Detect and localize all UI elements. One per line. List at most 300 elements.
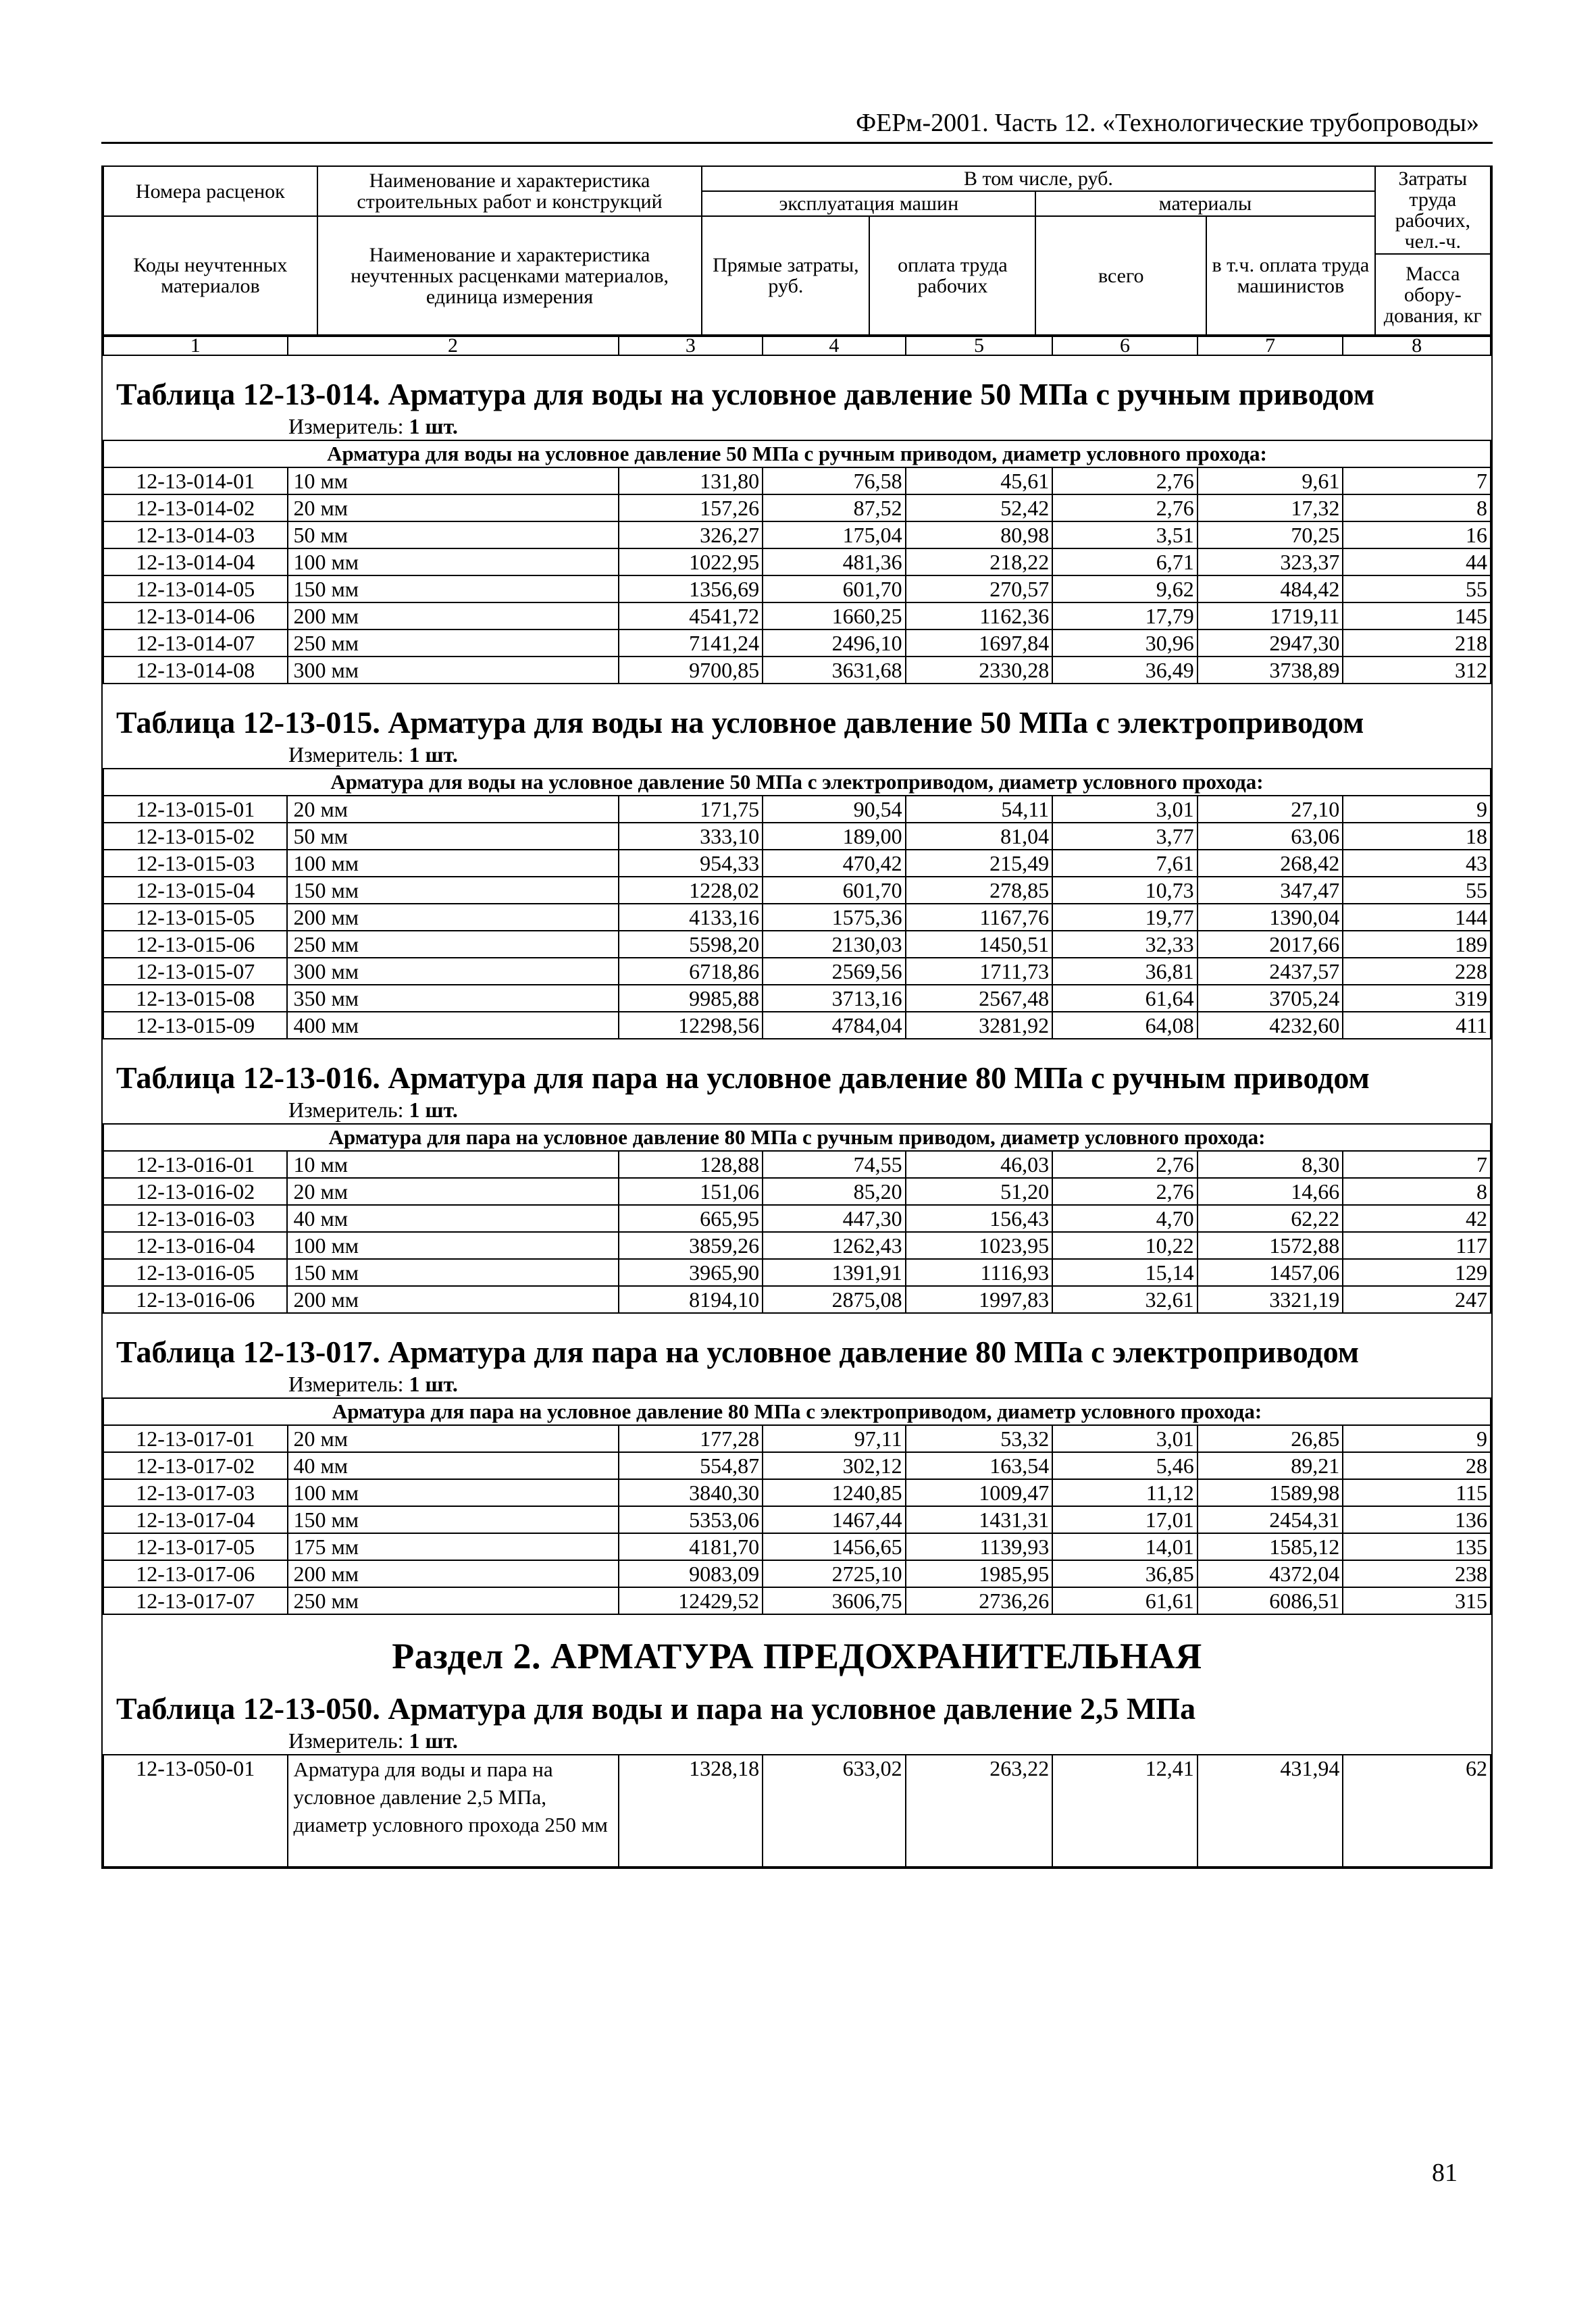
table-measure xyxy=(103,1096,1491,1123)
row-code: 12-13-017-02 xyxy=(103,1452,288,1479)
row-code: 12-13-014-02 xyxy=(103,494,288,521)
row-labor-hours: 8 xyxy=(1343,494,1491,521)
row-labor-pay: 1240,85 xyxy=(763,1479,905,1506)
row-name: 20 мм xyxy=(287,796,618,823)
row-direct-cost: 326,27 xyxy=(619,521,763,548)
row-labor-pay: 4784,04 xyxy=(763,1012,905,1039)
row-code: 12-13-015-09 xyxy=(103,1012,287,1039)
row-labor-hours: 115 xyxy=(1343,1479,1491,1506)
row-machines-total: 218,22 xyxy=(906,548,1053,575)
row-direct-cost: 1328,18 xyxy=(619,1755,763,1867)
row-machinist-pay: 19,77 xyxy=(1052,904,1198,931)
header-machines: эксплуатация машин xyxy=(702,191,1035,216)
row-direct-cost: 3840,30 xyxy=(619,1479,763,1506)
row-name: 250 мм xyxy=(288,629,619,657)
table-row xyxy=(103,1452,1491,1479)
column-number-5: 5 xyxy=(906,336,1053,355)
row-labor-pay: 2130,03 xyxy=(763,931,905,958)
row-code: 12-13-016-06 xyxy=(103,1286,287,1313)
row-labor-hours: 55 xyxy=(1343,575,1491,602)
row-name: 150 мм xyxy=(288,1506,619,1533)
measure-value: 1 шт. xyxy=(409,1728,458,1753)
measure-value: 1 шт. xyxy=(409,414,458,438)
header-col3: Прямые затраты, руб. xyxy=(702,216,869,335)
table-row xyxy=(103,467,1491,494)
row-machines-total: 80,98 xyxy=(906,521,1053,548)
row-name: 100 мм xyxy=(287,850,618,877)
row-code: 12-13-017-04 xyxy=(103,1506,288,1533)
row-materials: 9,61 xyxy=(1198,467,1343,494)
row-code: 12-13-017-06 xyxy=(103,1560,288,1587)
row-code: 12-13-016-01 xyxy=(103,1151,287,1178)
row-materials: 17,32 xyxy=(1198,494,1343,521)
row-direct-cost: 6718,86 xyxy=(619,958,763,985)
row-labor-hours: 218 xyxy=(1343,629,1491,657)
row-direct-cost: 7141,24 xyxy=(619,629,763,657)
header-rule xyxy=(101,142,1493,144)
table-row xyxy=(103,985,1491,1012)
header-col4: оплата труда рабочих xyxy=(869,216,1035,335)
row-name: 200 мм xyxy=(287,1286,618,1313)
row-labor-pay: 1660,25 xyxy=(763,602,905,629)
row-machinist-pay: 17,79 xyxy=(1052,602,1198,629)
row-name: 300 мм xyxy=(287,958,618,985)
row-machines-total: 51,20 xyxy=(906,1178,1053,1205)
row-direct-cost: 4541,72 xyxy=(619,602,763,629)
row-direct-cost: 9700,85 xyxy=(619,657,763,684)
row-machinist-pay: 30,96 xyxy=(1052,629,1198,657)
price-table xyxy=(103,1397,1491,1615)
column-number-7: 7 xyxy=(1198,336,1343,355)
row-machinist-pay: 32,33 xyxy=(1052,931,1198,958)
table-row xyxy=(103,657,1491,684)
column-number-2: 2 xyxy=(288,336,619,355)
row-machines-total: 2736,26 xyxy=(906,1587,1053,1614)
row-direct-cost: 157,26 xyxy=(619,494,763,521)
table-row xyxy=(103,1533,1491,1560)
row-labor-hours: 18 xyxy=(1343,823,1491,850)
row-code: 12-13-016-05 xyxy=(103,1259,287,1286)
row-code: 12-13-016-04 xyxy=(103,1232,287,1259)
row-code: 12-13-014-04 xyxy=(103,548,288,575)
table-measure xyxy=(103,1370,1491,1397)
row-labor-pay: 447,30 xyxy=(763,1205,905,1232)
row-machines-total: 54,11 xyxy=(906,796,1053,823)
row-labor-pay: 2875,08 xyxy=(763,1286,905,1313)
row-machinist-pay: 3,01 xyxy=(1052,796,1198,823)
measure-label: Измеритель: xyxy=(288,1098,404,1122)
row-machinist-pay: 12,41 xyxy=(1052,1755,1198,1867)
row-machinist-pay: 3,77 xyxy=(1052,823,1198,850)
row-labor-pay: 175,04 xyxy=(763,521,905,548)
measure-label: Измеритель: xyxy=(288,1728,404,1753)
price-table xyxy=(103,440,1491,684)
table-row xyxy=(103,1286,1491,1313)
row-labor-pay: 76,58 xyxy=(763,467,905,494)
table-row xyxy=(103,958,1491,985)
table-row xyxy=(103,494,1491,521)
table-row xyxy=(103,602,1491,629)
row-name: 20 мм xyxy=(288,494,619,521)
row-direct-cost: 12298,56 xyxy=(619,1012,763,1039)
row-labor-pay: 3606,75 xyxy=(763,1587,905,1614)
row-labor-hours: 144 xyxy=(1343,904,1491,931)
measure-value: 1 шт. xyxy=(409,742,458,767)
row-labor-pay: 90,54 xyxy=(763,796,905,823)
table-gap xyxy=(103,1314,1491,1334)
row-name: 50 мм xyxy=(288,521,619,548)
table-subheading: Арматура для пара на условное давление 80 МПа с ручным приводом, диаметр условного прохода: xyxy=(103,1124,1491,1151)
row-direct-cost: 3965,90 xyxy=(619,1259,763,1286)
row-materials: 8,30 xyxy=(1198,1151,1343,1178)
row-labor-pay: 74,55 xyxy=(763,1151,905,1178)
row-direct-cost: 954,33 xyxy=(619,850,763,877)
table-row xyxy=(103,575,1491,602)
row-direct-cost: 1228,02 xyxy=(619,877,763,904)
row-machinist-pay: 5,46 xyxy=(1052,1452,1198,1479)
row-machinist-pay: 36,85 xyxy=(1052,1560,1198,1587)
row-materials: 484,42 xyxy=(1198,575,1343,602)
row-machines-total: 263,22 xyxy=(906,1755,1053,1867)
table-row xyxy=(103,1425,1491,1452)
row-materials: 1589,98 xyxy=(1198,1479,1343,1506)
row-code: 12-13-014-08 xyxy=(103,657,288,684)
row-labor-pay: 87,52 xyxy=(763,494,905,521)
column-numbers xyxy=(103,336,1491,356)
header-col8-top: Затраты труда рабочих, чел.-ч. xyxy=(1375,166,1491,254)
column-number-8: 8 xyxy=(1343,336,1491,355)
table-row xyxy=(103,796,1491,823)
row-materials: 1390,04 xyxy=(1198,904,1343,931)
row-machines-total: 156,43 xyxy=(906,1205,1053,1232)
row-machines-total: 1431,31 xyxy=(906,1506,1053,1533)
measure-value: 1 шт. xyxy=(409,1372,458,1396)
row-direct-cost: 12429,52 xyxy=(619,1587,763,1614)
table-row xyxy=(103,1178,1491,1205)
row-materials: 4372,04 xyxy=(1198,1560,1343,1587)
table-row xyxy=(103,823,1491,850)
row-machines-total: 2330,28 xyxy=(906,657,1053,684)
row-direct-cost: 1022,95 xyxy=(619,548,763,575)
table-row xyxy=(103,521,1491,548)
row-labor-hours: 117 xyxy=(1343,1232,1491,1259)
row-name: 200 мм xyxy=(288,1560,619,1587)
table-title: Таблица 12-13-050. Арматура для воды и пара на условное давление 2,5 МПа xyxy=(116,1691,1196,1726)
measure-label: Измеритель: xyxy=(288,742,404,767)
row-machines-total: 46,03 xyxy=(906,1151,1053,1178)
column-number-6: 6 xyxy=(1052,336,1198,355)
table-subheading: Арматура для воды на условное давление 50 МПа с электроприводом, диаметр условного прохода: xyxy=(103,769,1491,796)
row-materials: 62,22 xyxy=(1198,1205,1343,1232)
row-name: Арматура для воды и пара на условное давление 2,5 МПа, диаметр условного прохода 250 мм xyxy=(288,1755,619,1867)
row-labor-hours: 315 xyxy=(1343,1587,1491,1614)
row-name: 400 мм xyxy=(287,1012,618,1039)
row-direct-cost: 151,06 xyxy=(619,1178,763,1205)
row-machinist-pay: 15,14 xyxy=(1052,1259,1198,1286)
column-number-1: 1 xyxy=(103,336,288,355)
section-title: Раздел 2. АРМАТУРА ПРЕДОХРАНИТЕЛЬНАЯ xyxy=(392,1636,1202,1676)
header-col1-bottom: Коды неучтенных материалов xyxy=(103,216,317,335)
row-labor-hours: 135 xyxy=(1343,1533,1491,1560)
row-labor-pay: 1575,36 xyxy=(763,904,905,931)
price-table xyxy=(103,1754,1491,1868)
row-machines-total: 278,85 xyxy=(906,877,1053,904)
row-machinist-pay: 2,76 xyxy=(1052,494,1198,521)
row-machines-total: 2567,48 xyxy=(906,985,1053,1012)
row-materials: 89,21 xyxy=(1198,1452,1343,1479)
table-row xyxy=(103,1205,1491,1232)
page-frame xyxy=(101,165,1493,1869)
row-name: 300 мм xyxy=(288,657,619,684)
row-labor-hours: 42 xyxy=(1343,1205,1491,1232)
table-row xyxy=(103,877,1491,904)
row-machinist-pay: 10,22 xyxy=(1052,1232,1198,1259)
row-machines-total: 1009,47 xyxy=(906,1479,1053,1506)
row-name: 150 мм xyxy=(287,877,618,904)
row-labor-pay: 481,36 xyxy=(763,548,905,575)
row-code: 12-13-016-03 xyxy=(103,1205,287,1232)
table-title: Таблица 12-13-015. Арматура для воды на условное давление 50 МПа с электроприводом xyxy=(116,705,1364,740)
row-labor-pay: 2496,10 xyxy=(763,629,905,657)
row-name: 100 мм xyxy=(288,1479,619,1506)
row-machines-total: 53,32 xyxy=(906,1425,1053,1452)
row-materials: 268,42 xyxy=(1198,850,1343,877)
row-labor-pay: 97,11 xyxy=(763,1425,905,1452)
row-machinist-pay: 36,49 xyxy=(1052,657,1198,684)
row-direct-cost: 5598,20 xyxy=(619,931,763,958)
header-materials: материалы xyxy=(1035,191,1374,216)
column-header xyxy=(103,165,1491,336)
row-labor-pay: 1467,44 xyxy=(763,1506,905,1533)
row-labor-pay: 302,12 xyxy=(763,1452,905,1479)
row-machinist-pay: 64,08 xyxy=(1052,1012,1198,1039)
row-machinist-pay: 9,62 xyxy=(1052,575,1198,602)
row-materials: 63,06 xyxy=(1198,823,1343,850)
header-col2-bottom: Наименование и характеристика неучтенных расценками материалов, единица измерения xyxy=(317,216,702,335)
row-materials: 26,85 xyxy=(1198,1425,1343,1452)
price-table xyxy=(103,1123,1491,1314)
row-name: 40 мм xyxy=(288,1452,619,1479)
row-machines-total: 163,54 xyxy=(906,1452,1053,1479)
header-col1-top: Номера расценок xyxy=(103,166,317,216)
row-machinist-pay: 6,71 xyxy=(1052,548,1198,575)
row-machinist-pay: 10,73 xyxy=(1052,877,1198,904)
page-number: 81 xyxy=(1432,2159,1458,2187)
row-machinist-pay: 32,61 xyxy=(1052,1286,1198,1313)
row-code: 12-13-014-03 xyxy=(103,521,288,548)
row-labor-pay: 601,70 xyxy=(763,877,905,904)
table-subheading-row xyxy=(103,1398,1491,1425)
row-code: 12-13-015-01 xyxy=(103,796,287,823)
row-materials: 3705,24 xyxy=(1198,985,1343,1012)
row-machines-total: 1162,36 xyxy=(906,602,1053,629)
row-name: 10 мм xyxy=(288,467,619,494)
row-materials: 2454,31 xyxy=(1198,1506,1343,1533)
row-labor-hours: 44 xyxy=(1343,548,1491,575)
row-machines-total: 1167,76 xyxy=(906,904,1053,931)
table-title: Таблица 12-13-016. Арматура для пара на условное давление 80 МПа с ручным приводом xyxy=(116,1060,1370,1095)
table-gap xyxy=(103,356,1491,376)
row-name: 350 мм xyxy=(287,985,618,1012)
table-row xyxy=(103,1232,1491,1259)
row-labor-pay: 601,70 xyxy=(763,575,905,602)
row-materials: 1719,11 xyxy=(1198,602,1343,629)
row-materials: 4232,60 xyxy=(1198,1012,1343,1039)
row-name: 100 мм xyxy=(288,548,619,575)
row-code: 12-13-014-01 xyxy=(103,467,288,494)
row-labor-hours: 136 xyxy=(1343,1506,1491,1533)
row-code: 12-13-015-03 xyxy=(103,850,287,877)
row-name: 200 мм xyxy=(288,602,619,629)
row-direct-cost: 177,28 xyxy=(619,1425,763,1452)
row-materials: 27,10 xyxy=(1198,796,1343,823)
table-row xyxy=(103,1506,1491,1533)
row-materials: 3738,89 xyxy=(1198,657,1343,684)
row-machinist-pay: 14,01 xyxy=(1052,1533,1198,1560)
row-code: 12-13-017-01 xyxy=(103,1425,288,1452)
row-labor-hours: 145 xyxy=(1343,602,1491,629)
row-direct-cost: 4133,16 xyxy=(619,904,763,931)
row-direct-cost: 9083,09 xyxy=(619,1560,763,1587)
row-labor-hours: 9 xyxy=(1343,1425,1491,1452)
table-measure xyxy=(103,741,1491,768)
price-tables xyxy=(103,356,1491,1615)
row-materials: 2947,30 xyxy=(1198,629,1343,657)
table-title: Таблица 12-13-017. Арматура для пара на условное давление 80 МПа с электроприводом xyxy=(116,1335,1360,1369)
row-direct-cost: 333,10 xyxy=(619,823,763,850)
table-row xyxy=(103,548,1491,575)
measure-value: 1 шт. xyxy=(409,1098,458,1122)
table-subheading-row xyxy=(103,440,1491,467)
row-name: 20 мм xyxy=(287,1178,618,1205)
row-machines-total: 1997,83 xyxy=(906,1286,1053,1313)
row-code: 12-13-017-03 xyxy=(103,1479,288,1506)
row-materials: 1457,06 xyxy=(1198,1259,1343,1286)
row-machines-total: 215,49 xyxy=(906,850,1053,877)
row-machines-total: 1450,51 xyxy=(906,931,1053,958)
table-row xyxy=(103,1560,1491,1587)
row-machinist-pay: 2,76 xyxy=(1052,467,1198,494)
row-materials: 1585,12 xyxy=(1198,1533,1343,1560)
table-measure xyxy=(103,1727,1491,1754)
row-name: 150 мм xyxy=(287,1259,618,1286)
row-labor-pay: 470,42 xyxy=(763,850,905,877)
row-direct-cost: 4181,70 xyxy=(619,1533,763,1560)
row-labor-hours: 312 xyxy=(1343,657,1491,684)
row-materials: 1572,88 xyxy=(1198,1232,1343,1259)
row-labor-hours: 16 xyxy=(1343,521,1491,548)
row-labor-hours: 43 xyxy=(1343,850,1491,877)
table-row xyxy=(103,1151,1491,1178)
row-name: 20 мм xyxy=(288,1425,619,1452)
row-machines-total: 52,42 xyxy=(906,494,1053,521)
row-machinist-pay: 7,61 xyxy=(1052,850,1198,877)
row-machines-total: 1139,93 xyxy=(906,1533,1053,1560)
row-name: 250 мм xyxy=(288,1587,619,1614)
row-materials: 2437,57 xyxy=(1198,958,1343,985)
row-direct-cost: 5353,06 xyxy=(619,1506,763,1533)
row-materials: 347,47 xyxy=(1198,877,1343,904)
row-machines-total: 1116,93 xyxy=(906,1259,1053,1286)
header-col6: в т.ч. оплата труда машинистов xyxy=(1206,216,1374,335)
table-measure xyxy=(103,413,1491,440)
table-row xyxy=(103,1259,1491,1286)
row-name: 150 мм xyxy=(288,575,619,602)
row-machines-total: 1985,95 xyxy=(906,1560,1053,1587)
row-machinist-pay: 36,81 xyxy=(1052,958,1198,985)
header-col2-top: Наименование и характеристика строительных работ и конструкций xyxy=(317,166,702,216)
row-labor-hours: 9 xyxy=(1343,796,1491,823)
row-labor-hours: 247 xyxy=(1343,1286,1491,1313)
row-name: 40 мм xyxy=(287,1205,618,1232)
row-code: 12-13-015-06 xyxy=(103,931,287,958)
row-materials: 70,25 xyxy=(1198,521,1343,548)
row-labor-pay: 3631,68 xyxy=(763,657,905,684)
row-materials: 6086,51 xyxy=(1198,1587,1343,1614)
column-number-4: 4 xyxy=(763,336,906,355)
row-machinist-pay: 3,51 xyxy=(1052,521,1198,548)
row-direct-cost: 554,87 xyxy=(619,1452,763,1479)
row-machinist-pay: 2,76 xyxy=(1052,1178,1198,1205)
row-direct-cost: 9985,88 xyxy=(619,985,763,1012)
row-materials: 3321,19 xyxy=(1198,1286,1343,1313)
row-name: 175 мм xyxy=(288,1533,619,1560)
row-direct-cost: 131,80 xyxy=(619,467,763,494)
running-header: ФЕРм-2001. Часть 12. «Технологические трубопроводы» xyxy=(856,109,1479,137)
row-direct-cost: 3859,26 xyxy=(619,1232,763,1259)
row-labor-hours: 7 xyxy=(1343,467,1491,494)
table-subheading: Арматура для воды на условное давление 50 МПа с ручным приводом, диаметр условного прохода: xyxy=(103,440,1491,467)
row-labor-hours: 228 xyxy=(1343,958,1491,985)
row-machines-total: 1697,84 xyxy=(906,629,1053,657)
row-code: 12-13-017-07 xyxy=(103,1587,288,1614)
row-machines-total: 3281,92 xyxy=(906,1012,1053,1039)
row-code: 12-13-014-06 xyxy=(103,602,288,629)
row-code: 12-13-050-01 xyxy=(103,1755,288,1867)
row-labor-pay: 1262,43 xyxy=(763,1232,905,1259)
row-direct-cost: 665,95 xyxy=(619,1205,763,1232)
table-row xyxy=(103,850,1491,877)
row-labor-hours: 55 xyxy=(1343,877,1491,904)
table-gap xyxy=(103,1039,1491,1060)
row-labor-hours: 411 xyxy=(1343,1012,1491,1039)
row-name: 200 мм xyxy=(287,904,618,931)
row-labor-pay: 189,00 xyxy=(763,823,905,850)
price-table xyxy=(103,768,1491,1039)
row-code: 12-13-014-05 xyxy=(103,575,288,602)
row-direct-cost: 8194,10 xyxy=(619,1286,763,1313)
row-machinist-pay: 17,01 xyxy=(1052,1506,1198,1533)
row-code: 12-13-015-08 xyxy=(103,985,287,1012)
header-col8-bottom: Масса обору-дования, кг xyxy=(1375,254,1491,335)
row-machines-total: 270,57 xyxy=(906,575,1053,602)
row-labor-hours: 28 xyxy=(1343,1452,1491,1479)
table-title: Таблица 12-13-014. Арматура для воды на условное давление 50 МПа с ручным приводом xyxy=(116,377,1375,411)
row-labor-pay: 633,02 xyxy=(763,1755,906,1867)
row-machines-total: 1023,95 xyxy=(906,1232,1053,1259)
row-name: 10 мм xyxy=(287,1151,618,1178)
row-labor-pay: 1456,65 xyxy=(763,1533,905,1560)
row-labor-hours: 8 xyxy=(1343,1178,1491,1205)
row-machines-total: 45,61 xyxy=(906,467,1053,494)
row-name: 250 мм xyxy=(287,931,618,958)
row-code: 12-13-017-05 xyxy=(103,1533,288,1560)
header-group: В том числе, руб. xyxy=(702,166,1374,191)
row-code: 12-13-016-02 xyxy=(103,1178,287,1205)
table-subheading-row xyxy=(103,769,1491,796)
table-subheading-row xyxy=(103,1124,1491,1151)
table-row xyxy=(103,904,1491,931)
